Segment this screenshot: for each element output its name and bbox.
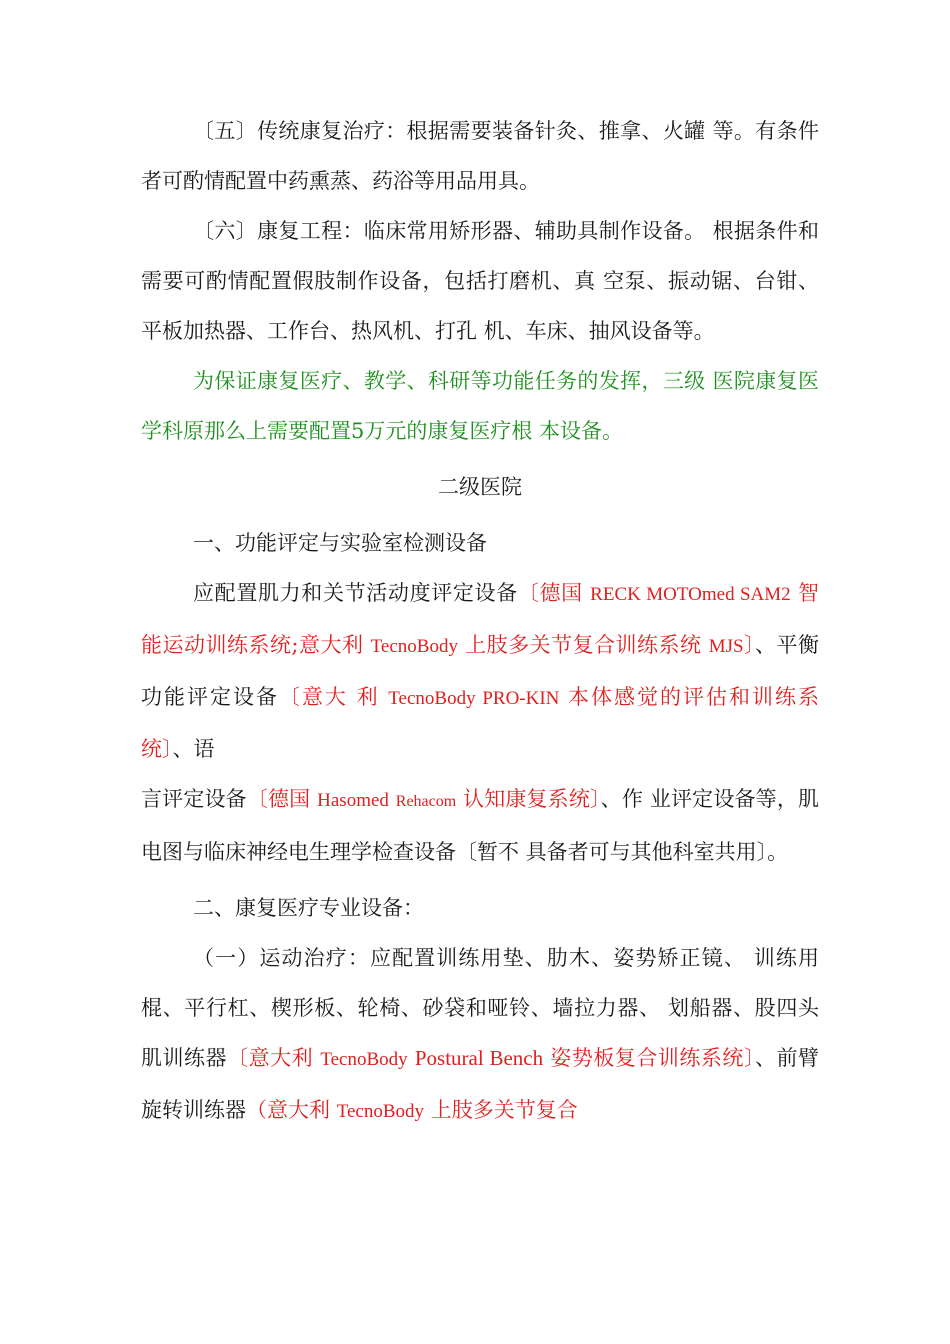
text-run: 言评定设备 bbox=[141, 787, 247, 811]
text-run: 、前臂旋转训练器 bbox=[141, 1046, 819, 1122]
text-run: （一）运动治疗：应配置训练用垫、肋木、姿势矫正镜、 训练用棍、平行杠、楔形板、轮椅、砂袋和哑铃、墙拉力器、 划船器、股四头肌训练器 bbox=[141, 946, 819, 1070]
text-run: TecnoBody bbox=[320, 1049, 408, 1070]
text-run: 〕 bbox=[743, 633, 756, 657]
text-run: 上肢多关节复合训练系统 bbox=[457, 633, 709, 657]
text-run: TecnoBody PRO-KIN bbox=[388, 688, 560, 709]
product-reference bbox=[227, 1046, 755, 1070]
text-run: Rehacom bbox=[395, 793, 457, 810]
text-run: MJS bbox=[708, 636, 744, 657]
text-run: RECK MOTOmed SAM2 bbox=[590, 584, 791, 605]
text-run: Hasomed bbox=[317, 790, 389, 811]
text-run bbox=[408, 1046, 415, 1070]
text-run: 、作 业评定设备等，肌电图与临床神经电生理学检查设备〔暂不 具备者可与其他科室共用〕。 bbox=[141, 787, 819, 864]
text-run: 〔意大 利 bbox=[278, 685, 389, 709]
text-run: 智能运动训练系统;意大利 bbox=[141, 581, 819, 657]
product-reference bbox=[247, 787, 601, 811]
paragraph-language-assessment bbox=[141, 774, 819, 877]
text-run: 〔德国 bbox=[246, 787, 318, 811]
text-run: 〔意大利 bbox=[227, 1046, 321, 1070]
text-run: 〔德国 bbox=[517, 581, 591, 605]
text-run bbox=[389, 787, 396, 811]
section-title-assessment-equipment: 一、功能评定与实验室检测设备 bbox=[193, 531, 487, 555]
product-reference bbox=[246, 1098, 578, 1122]
text-run: Postural Bench bbox=[414, 1046, 544, 1070]
paragraph-assessment-devices bbox=[141, 568, 819, 774]
text-run: 姿势板复合训练系统〕 bbox=[543, 1046, 755, 1070]
text-run: 、语 bbox=[172, 737, 215, 761]
section-heading-secondary-hospital: 二级医院 bbox=[438, 475, 522, 499]
text-run: 、平衡功能评定设备 bbox=[141, 633, 820, 709]
text-run: 本体感觉的评估和训练系统〕 bbox=[141, 685, 819, 761]
section-title-professional-equipment: 二、康复医疗专业设备： bbox=[193, 896, 424, 920]
text-run: （意大利 bbox=[246, 1098, 337, 1122]
text-run: 上肢多关节复合 bbox=[424, 1098, 578, 1122]
paragraph-exercise-therapy bbox=[141, 933, 819, 1137]
text-run: 认知康复系统〕 bbox=[456, 787, 601, 811]
text-run: 应配置肌力和关节活动度评定设备 bbox=[193, 581, 518, 605]
document-body bbox=[141, 106, 819, 1137]
paragraph-rehab-engineering: 〔六〕康复工程：临床常用矫形器、辅助具制作设备。 根据条件和需要可酌情配置假肢制作设备，包括打磨机、真 空泵、振动锯、台钳、平板加热器、工作台、热风机、打孔 机、车床、抽风设备等。 bbox=[141, 219, 819, 343]
paragraph-traditional-therapy: 〔五〕传统康复治疗：根据需要装备针灸、推拿、火罐 等。有条件者可酌情配置中药熏蒸、药浴等用品用具。 bbox=[141, 119, 819, 193]
paragraph-green-note: 为保证康复医疗、教学、科研等功能任务的发挥，三级 医院康复医学科原那么上需要配置5万元的康复医疗根 本设备。 bbox=[141, 369, 819, 443]
text-run: TecnoBody bbox=[336, 1101, 425, 1122]
text-run: TecnoBody bbox=[370, 636, 458, 657]
